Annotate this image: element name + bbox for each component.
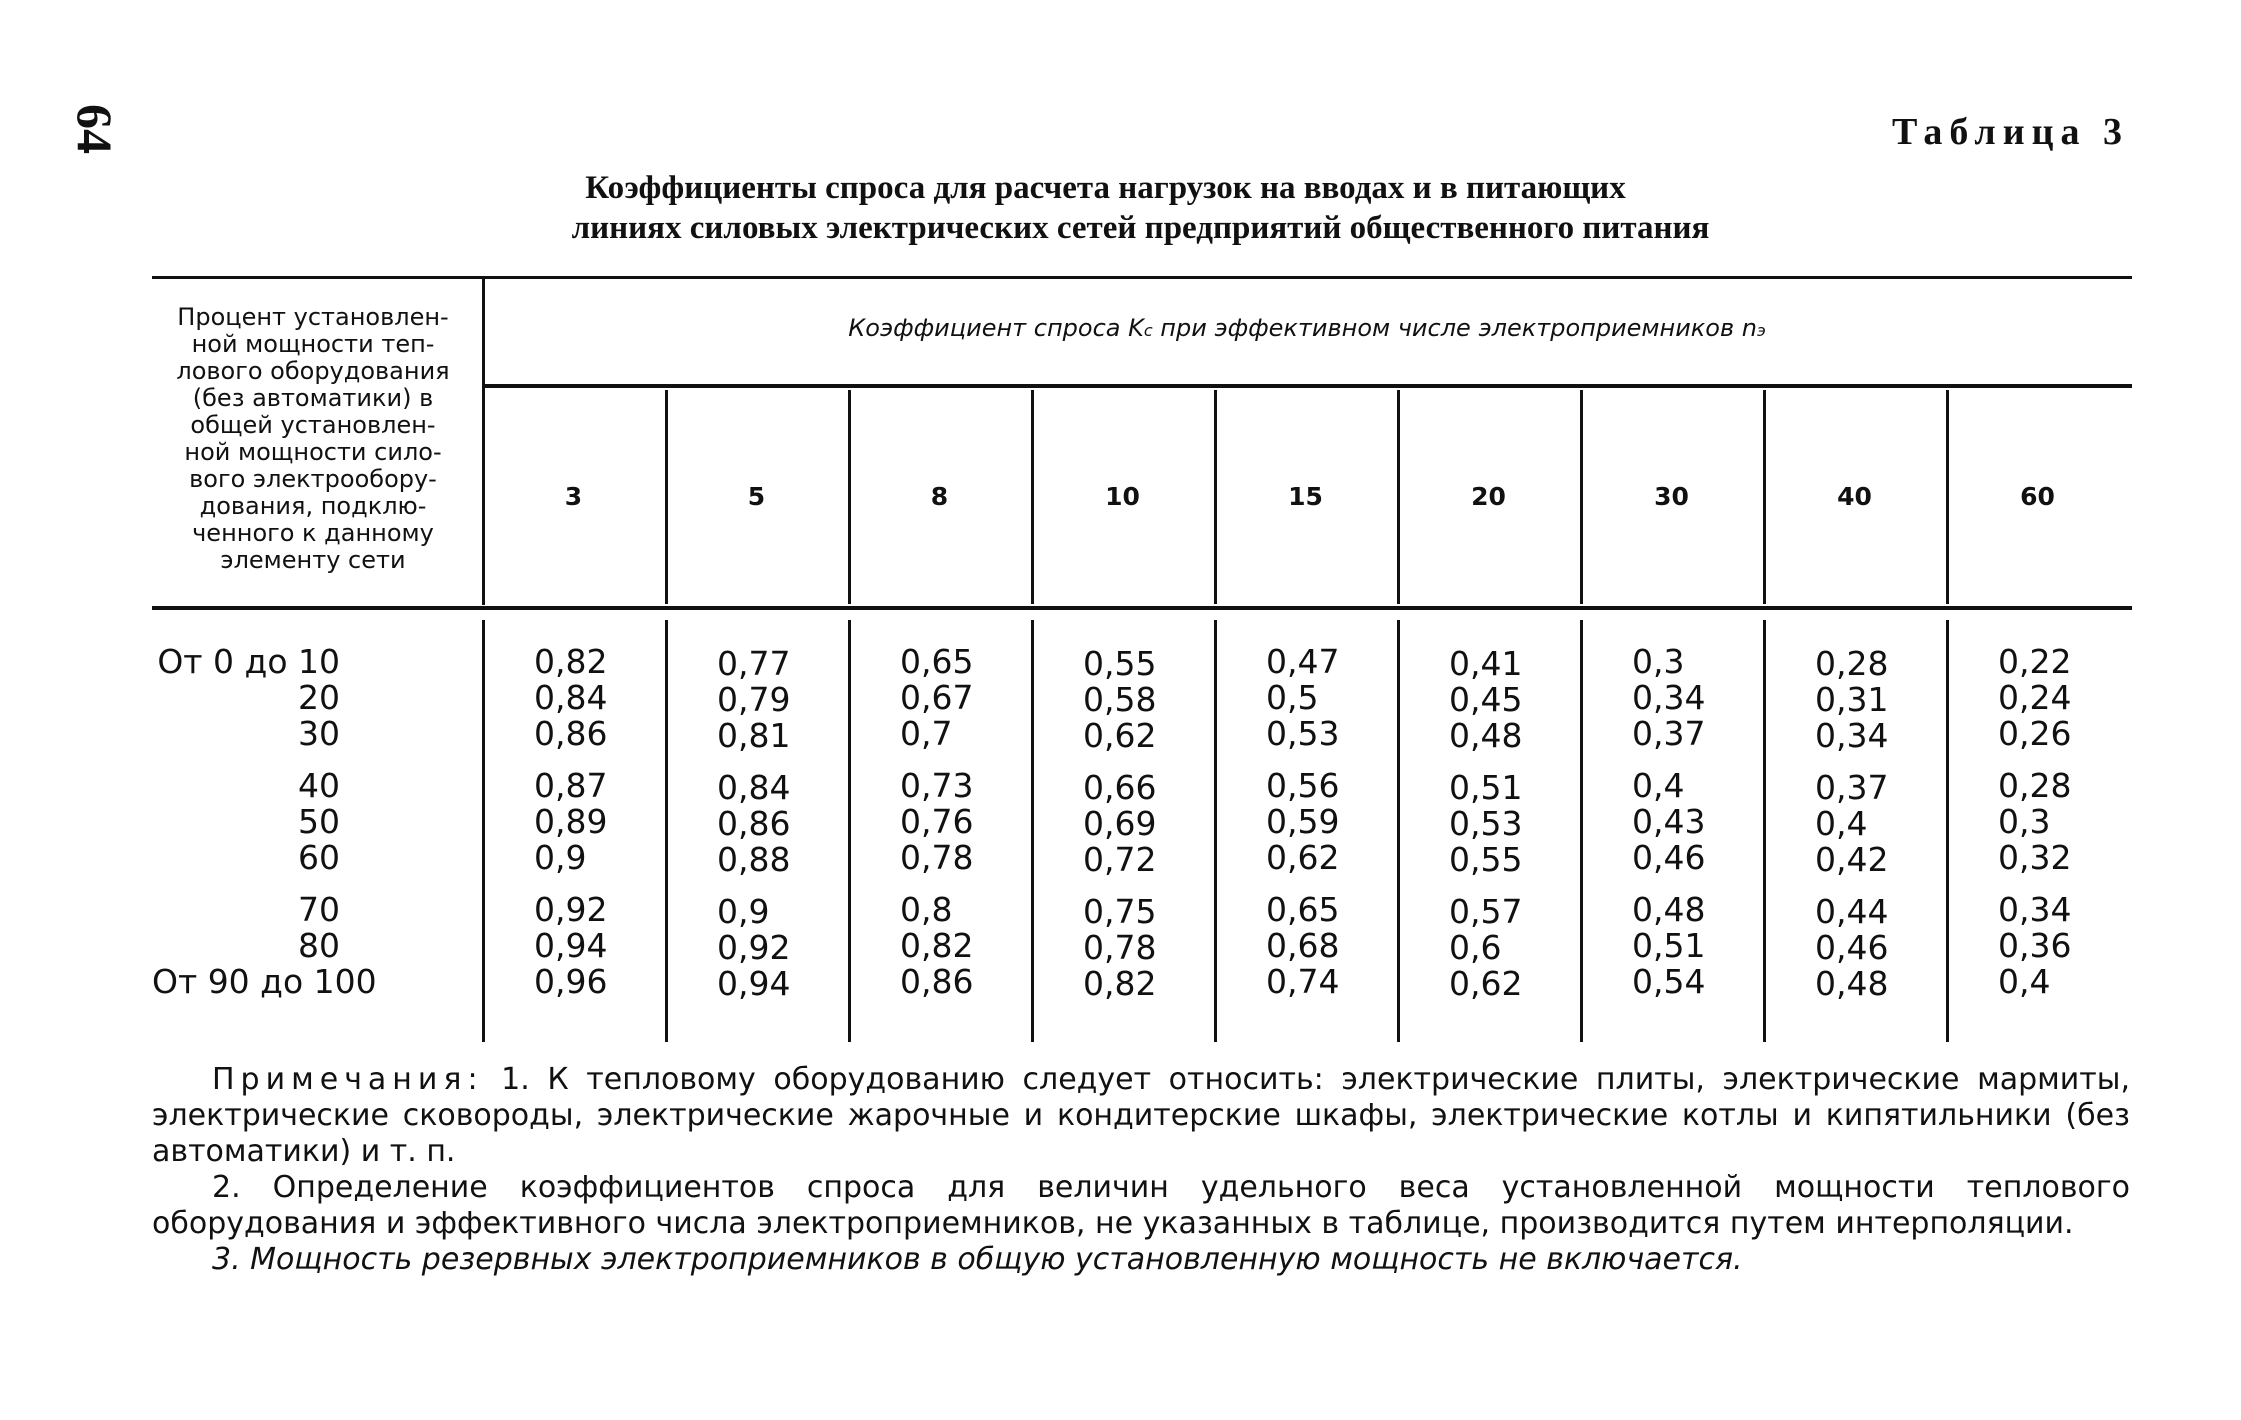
table-cell: 0,44 — [1815, 892, 1889, 931]
table-cell: 0,34 — [1998, 890, 2072, 929]
table-cell: 0,72 — [1083, 840, 1157, 879]
page-number: 64 — [67, 104, 123, 154]
table-cell: 0,59 — [1266, 802, 1340, 841]
table-cell: 0,79 — [717, 680, 791, 719]
table-cell: 0,34 — [1632, 678, 1706, 717]
row-label: 50 — [298, 802, 340, 841]
column-rule-body — [1946, 620, 1949, 1042]
column-rule-body — [665, 620, 668, 1042]
stub-header-line: вого электрообору- — [189, 465, 437, 493]
column-header-8: 8 — [930, 482, 949, 511]
table-cell: 0,86 — [900, 962, 974, 1001]
table-cell: 0,78 — [1083, 928, 1157, 967]
row-label: 60 — [298, 838, 340, 877]
column-header-40: 40 — [1837, 482, 1872, 511]
note-3: 3. Мощность резервных электроприемников в общую установленную мощность не включается. — [212, 1242, 1743, 1277]
span-header-text: Коэффициент спроса K — [848, 314, 1144, 342]
table-cell: 0,86 — [534, 714, 608, 753]
column-rule-header — [482, 279, 485, 605]
table-cell: 0,53 — [1449, 804, 1523, 843]
stub-header-line: ченного к данному — [192, 519, 434, 547]
column-header-5: 5 — [747, 482, 766, 511]
column-header-15: 15 — [1288, 482, 1323, 511]
table-cell: 0,69 — [1083, 804, 1157, 843]
table-top-rule — [152, 276, 2132, 279]
span-header — [482, 314, 2132, 342]
table-cell: 0,4 — [1815, 804, 1868, 843]
table-cell: 0,4 — [1632, 766, 1685, 805]
span-header-subscript-2: э — [1756, 321, 1766, 340]
table-cell: 0,67 — [900, 678, 974, 717]
column-header-3: 3 — [564, 482, 583, 511]
table-cell: 0,37 — [1632, 714, 1706, 753]
table-cell: 0,55 — [1449, 840, 1523, 879]
stub-header — [152, 304, 474, 574]
table-cell: 0,77 — [717, 644, 791, 683]
title-line-2: линиях силовых электрических сетей предприятий общественного питания — [571, 210, 1710, 246]
note-2: 2. Определение коэффициентов спроса для величин удельного веса установленной мощности теплового оборудования и эффективного числа электроприемников, не указанных в таблице, производится путем интерполяции. — [152, 1170, 2130, 1241]
column-rule-body — [1031, 620, 1034, 1042]
header-bottom-rule — [152, 606, 2132, 610]
column-rule-body — [482, 620, 485, 1042]
table-cell: 0,82 — [534, 642, 608, 681]
table-cell: 0,88 — [717, 840, 791, 879]
table-cell: 0,65 — [900, 642, 974, 681]
row-label: От 90 до 100 — [152, 962, 377, 1001]
row-label: 70 — [298, 890, 340, 929]
table-cell: 0,92 — [534, 890, 608, 929]
column-header-20: 20 — [1471, 482, 1506, 511]
stub-header-line: ной мощности сило- — [184, 438, 442, 466]
table-cell: 0,7 — [900, 714, 953, 753]
table-cell: 0,4 — [1998, 962, 2051, 1001]
table-cell: 0,56 — [1266, 766, 1340, 805]
table-cell: 0,62 — [1083, 716, 1157, 755]
table-cell: 0,62 — [1266, 838, 1340, 877]
table-cell: 0,42 — [1815, 840, 1889, 879]
table-cell: 0,37 — [1815, 768, 1889, 807]
table-cell: 0,57 — [1449, 892, 1523, 931]
row-label: От 0 до 10 — [157, 642, 340, 681]
note-1 — [152, 1062, 2130, 1170]
stub-header-line: ной мощности теп- — [191, 330, 435, 358]
table-cell: 0,28 — [1998, 766, 2072, 805]
table-cell: 0,45 — [1449, 680, 1523, 719]
table-cell: 0,36 — [1998, 926, 2072, 965]
stub-header-line: общей установлен- — [190, 411, 436, 439]
table-cell: 0,43 — [1632, 802, 1706, 841]
stub-header-line: лового оборудования — [176, 357, 450, 385]
column-rule-body — [1580, 620, 1583, 1042]
table-cell: 0,92 — [717, 928, 791, 967]
stub-header-line: Процент установлен- — [177, 303, 449, 331]
table-cell: 0,82 — [1083, 964, 1157, 1003]
span-header-rule — [485, 384, 2132, 388]
table-cell: 0,8 — [900, 890, 953, 929]
table-cell: 0,84 — [534, 678, 608, 717]
column-rule-body — [1763, 620, 1766, 1042]
table-cell: 0,24 — [1998, 678, 2072, 717]
table-cell: 0,5 — [1266, 678, 1319, 717]
table-cell: 0,94 — [534, 926, 608, 965]
table-cell: 0,75 — [1083, 892, 1157, 931]
table-cell: 0,32 — [1998, 838, 2072, 877]
span-header-text-2: при эффективном числе электроприемников n — [1152, 314, 1757, 342]
column-header-10: 10 — [1105, 482, 1140, 511]
row-label: 30 — [298, 714, 340, 753]
demand-coefficient-table — [152, 276, 2132, 1042]
row-label: 40 — [298, 766, 340, 805]
table-cell: 0,76 — [900, 802, 974, 841]
table-cell: 0,48 — [1632, 890, 1706, 929]
table-cell: 0,9 — [717, 892, 770, 931]
stub-header-line: (без автоматики) в — [192, 384, 434, 412]
table-cell: 0,46 — [1632, 838, 1706, 877]
table-cell: 0,47 — [1266, 642, 1340, 681]
column-header-60: 60 — [2020, 482, 2055, 511]
table-cell: 0,6 — [1449, 928, 1502, 967]
table-cell: 0,84 — [717, 768, 791, 807]
table-label: Таблица 3 — [1891, 111, 2129, 153]
table-cell: 0,96 — [534, 962, 608, 1001]
column-rule-body — [1397, 620, 1400, 1042]
table-cell: 0,46 — [1815, 928, 1889, 967]
table-cell: 0,31 — [1815, 680, 1889, 719]
table-cell: 0,82 — [900, 926, 974, 965]
title-line-1: Коэффициенты спроса для расчета нагрузок на вводах и в питающих — [585, 170, 1626, 206]
table-cell: 0,41 — [1449, 644, 1523, 683]
table-cell: 0,55 — [1083, 644, 1157, 683]
table-cell: 0,3 — [1998, 802, 2051, 841]
table-cell: 0,86 — [717, 804, 791, 843]
table-cell: 0,78 — [900, 838, 974, 877]
notes-heading: Примечания: — [212, 1062, 484, 1097]
stub-header-line: элементу сети — [220, 546, 406, 574]
table-cell: 0,28 — [1815, 644, 1889, 683]
table-cell: 0,54 — [1632, 962, 1706, 1001]
table-cell: 0,73 — [900, 766, 974, 805]
table-cell: 0,94 — [717, 964, 791, 1003]
table-title — [0, 168, 2241, 248]
table-cell: 0,58 — [1083, 680, 1157, 719]
table-cell: 0,3 — [1632, 642, 1685, 681]
span-header-subscript: с — [1143, 321, 1153, 340]
notes-section — [152, 1062, 2130, 1278]
table-cell: 0,65 — [1266, 890, 1340, 929]
table-cell: 0,51 — [1449, 768, 1523, 807]
table-cell: 0,53 — [1266, 714, 1340, 753]
table-cell: 0,26 — [1998, 714, 2072, 753]
table-cell: 0,48 — [1815, 964, 1889, 1003]
table-cell: 0,34 — [1815, 716, 1889, 755]
table-cell: 0,22 — [1998, 642, 2072, 681]
table-cell: 0,81 — [717, 716, 791, 755]
note-1-text: 1. К тепловому оборудованию следует относить: электрические плиты, электрические мармиты, электрические сковороды, электрические жарочные и кондитерские шкафы, электрические котлы и кипятильники (без автоматики) и т. п. — [152, 1062, 2130, 1169]
table-cell: 0,89 — [534, 802, 608, 841]
table-cell: 0,62 — [1449, 964, 1523, 1003]
column-rule-body — [1214, 620, 1217, 1042]
table-cell: 0,51 — [1632, 926, 1706, 965]
table-cell: 0,87 — [534, 766, 608, 805]
column-rule-body — [848, 620, 851, 1042]
table-cell: 0,68 — [1266, 926, 1340, 965]
row-label: 80 — [298, 926, 340, 965]
table-cell: 0,48 — [1449, 716, 1523, 755]
table-cell: 0,74 — [1266, 962, 1340, 1001]
stub-header-line: дования, подклю- — [199, 492, 427, 520]
table-cell: 0,9 — [534, 838, 587, 877]
table-cell: 0,66 — [1083, 768, 1157, 807]
row-label: 20 — [298, 678, 340, 717]
column-header-30: 30 — [1654, 482, 1689, 511]
